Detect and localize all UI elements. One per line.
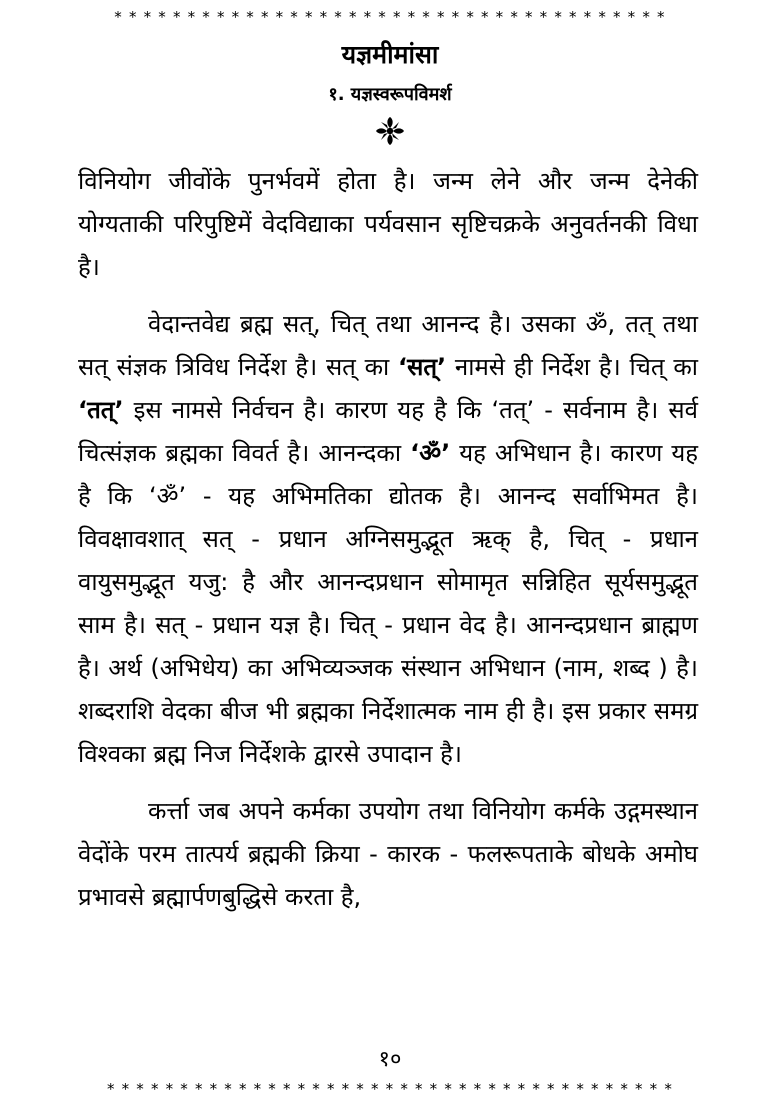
page-number: १० bbox=[378, 1047, 402, 1072]
term-om: ‘ॐ’ bbox=[410, 439, 451, 467]
body-text bbox=[78, 160, 698, 919]
paragraph-2-part-2: नामसे ही निर्देश है। चित् का bbox=[446, 353, 698, 381]
term-tat: ‘तत्’ bbox=[78, 396, 124, 424]
paragraph-2 bbox=[78, 303, 698, 776]
paragraph-2-part-3: इस नामसे निर्वचन है। कारण यह है कि ‘तत्’ - सर्वनाम है। सर्व चित्संज्ञक ब्रह्मका विवर्त है। आनन्दका bbox=[78, 396, 698, 467]
floral-ornament-icon-svg bbox=[375, 116, 405, 146]
paragraph-2-part-4: यह अभिधान है। कारण यह है कि ‘ॐ’ - यह अभिमतिका द्योतक है। आनन्द सर्वाभिमत है। विवक्षावशात् सत् - प्रधान अग्निसमुद्भूत ऋक् है, चित् - प्रधान वायुसमुद्भूत यजु: है और आनन्दप्रधान सोमामृत सन्निहित सूर्यसमुद्भूत साम है। सत् - प्रधान यज्ञ है। चित् - प्रधान वेद है। आनन्दप्रधान ब्राह्मण है। अर्थ (अभिधेय) का अभिव्यञ्जक संस्थान अभिधान (नाम, शब्द ) है। शब्दराशि वेदका बीज भी ब्रह्मका निर्देशात्मक नाम ही है। इस प्रकार समग्र विश्वका ब्रह्म निज निर्देशके द्वारसे उपादान है। bbox=[78, 439, 698, 768]
floral-ornament-icon bbox=[0, 116, 780, 150]
term-sat: ‘सत्’ bbox=[398, 353, 447, 381]
paragraph-2-part-1: वेदान्तवेद्य ब्रह्म सत्, चित् तथा आनन्द है। उसका ॐ, तत् तथा सत् संज्ञक त्रिविध निर्देश है। सत् का bbox=[78, 310, 698, 381]
page-title: यज्ञमीमांसा bbox=[341, 40, 439, 69]
paragraph-1: विनियोग जीवोंके पुनर्भवमें होता है। जन्म लेने और जन्म देनेकी योग्यताकी परिपुष्टिमें वेदविद्याका पर्यवसान सृष्टिचक्रके अनुवर्तनकी विधा है। bbox=[78, 167, 698, 281]
top-star-border: * * * * * * * * * * * * * * * * * * * * * * * * * * * * * * * * * * * * * * bbox=[114, 8, 666, 26]
paragraph-3: कर्त्ता जब अपने कर्मका उपयोग तथा विनियोग कर्मके उद्गमस्थान वेदोंके परम तात्पर्य ब्रह्मकी क्रिया - कारक - फलरूपताके बोधके अमोघ प्रभावसे ब्रह्मार्पणबुद्धिसे करता है, bbox=[78, 797, 698, 911]
section-subtitle: १. यज्ञस्वरूपविमर्श bbox=[328, 84, 452, 105]
bottom-star-border: * * * * * * * * * * * * * * * * * * * * * * * * * * * * * * * * * * * * * * * bbox=[106, 1080, 674, 1098]
